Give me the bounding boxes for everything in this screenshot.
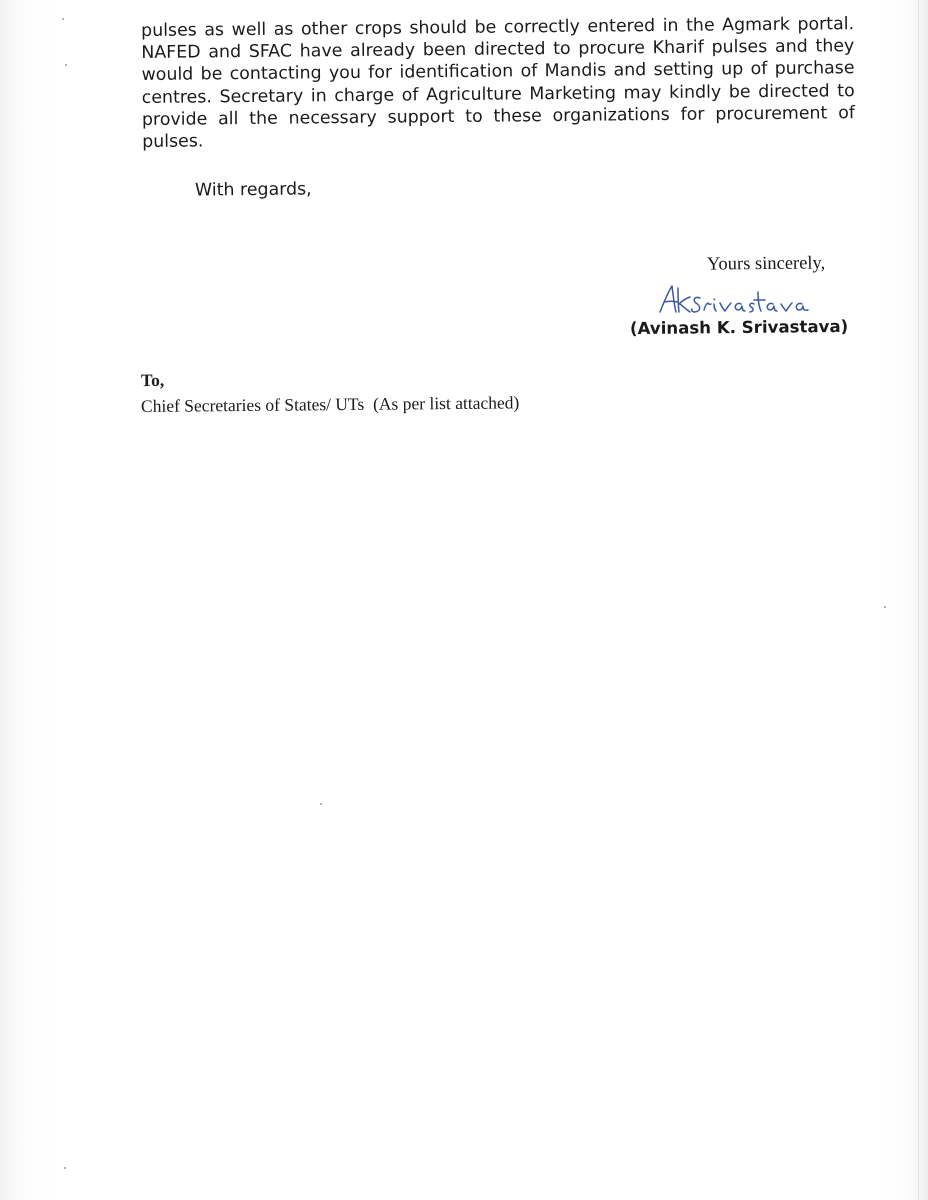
scan-speck xyxy=(65,64,67,66)
signatory-name: (Avinash K. Srivastava) xyxy=(629,316,849,339)
regards-line: With regards, xyxy=(194,179,312,201)
scan-speck xyxy=(64,1167,66,1169)
scan-speck xyxy=(884,606,886,608)
scan-speck xyxy=(62,18,64,20)
paragraph-line: centres. Secretary in charge of Agriculture Marketing may kindly be directed to xyxy=(141,80,855,108)
paragraph-line: NAFED and SFAC have already been directed to procure Kharif pulses and they xyxy=(141,36,855,64)
paragraph-line: provide all the necessary support to these organizations for procurement of xyxy=(141,102,856,130)
closing-line: Yours sincerely, xyxy=(706,253,826,275)
to-label: To, xyxy=(140,369,165,391)
handwritten-signature xyxy=(656,282,816,322)
recipient-line: Chief Secretaries of States/ UTs (As per list attached) xyxy=(140,392,520,416)
paragraph-line: pulses. xyxy=(142,131,204,153)
body-paragraph xyxy=(141,13,855,153)
scan-speck xyxy=(320,803,322,805)
paragraph-line: would be contacting you for identification of Mandis and setting up of purchase xyxy=(141,58,855,86)
paragraph-line: pulses as well as other crops should be correctly entered in the Agmark portal. xyxy=(141,14,855,41)
page-edge-shadow xyxy=(918,0,919,1200)
